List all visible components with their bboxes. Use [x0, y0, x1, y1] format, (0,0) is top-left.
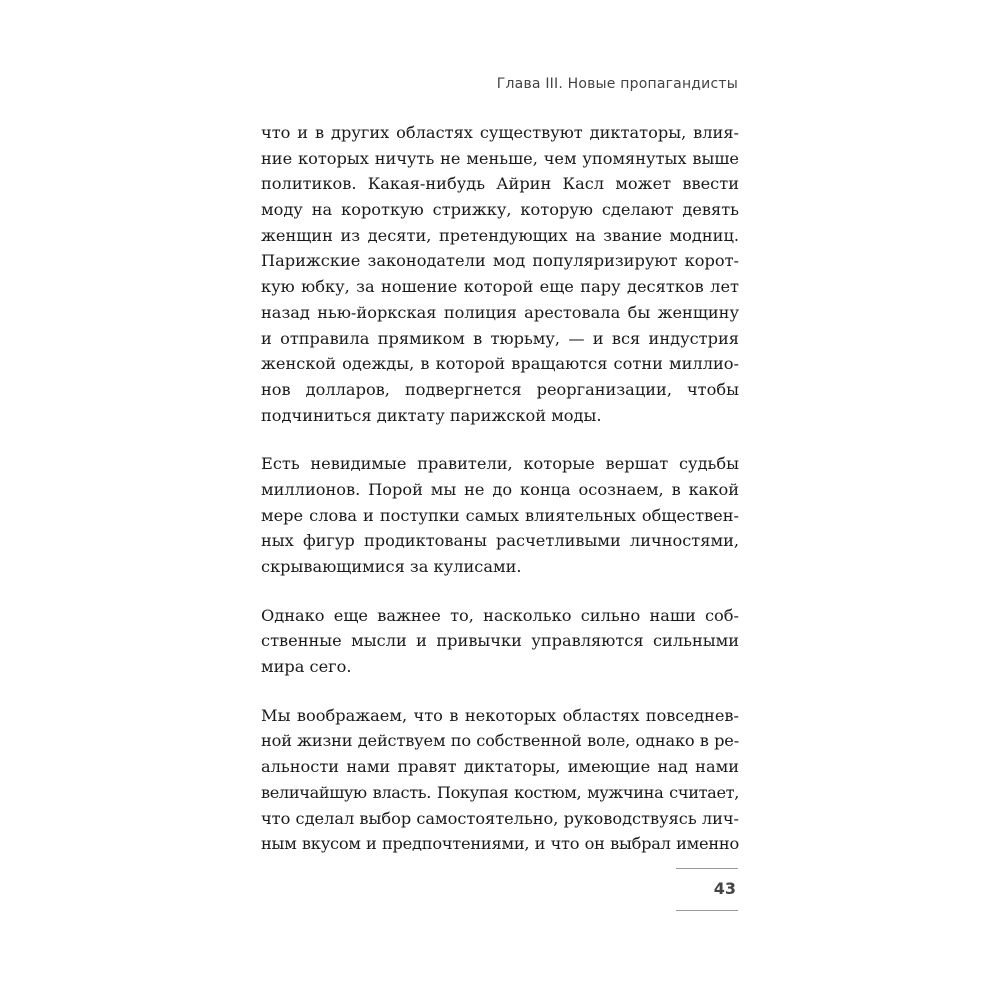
text-line: политиков. Какая-нибудь Айрин Касл может ввести	[261, 174, 739, 194]
text-line: и отправила прямиком в тюрьму, — и вся индустрия	[261, 328, 739, 348]
text-line: мира сего.	[261, 657, 352, 677]
text-line: кую юбку, за ношение которой еще пару десятков лет	[261, 277, 739, 297]
text-line: ственные мысли и привычки управляются сильными	[261, 631, 739, 651]
paragraph	[261, 120, 739, 428]
body-text	[261, 120, 739, 880]
text-line: Парижские законодатели мод популяризируют корот-	[261, 251, 739, 271]
text-line: Мы воображаем, что в некоторых областях повседнев-	[261, 705, 739, 725]
text-line: величайшую власть. Покупая костюм, мужчина считает,	[261, 782, 739, 802]
paragraph	[261, 703, 739, 857]
text-line: женщин из десяти, претендующих на звание модниц.	[261, 225, 739, 245]
text-line: что и в других областях существуют диктаторы, влия-	[261, 123, 739, 142]
text-line: скрывающимися за кулисами.	[261, 557, 522, 576]
text-line: мере слова и поступки самых влиятельных обществен-	[261, 505, 739, 525]
text-line: назад нью-йоркская полиция арестовала бы женщину	[261, 302, 739, 322]
text-line: ным вкусом и предпочтениями, и что он выбрал именно	[261, 834, 739, 854]
text-line: подчиниться диктату парижской моды.	[261, 405, 602, 425]
page-number: 43	[713, 879, 736, 898]
running-head: Глава III. Новые пропагандисты	[496, 76, 738, 92]
text-line: женской одежды, в которой вращаются сотни миллио-	[261, 354, 739, 374]
paragraph	[261, 603, 739, 680]
page-number-box	[676, 868, 738, 911]
text-line: миллионов. Порой мы не до конца осознаем, в какой	[261, 479, 739, 499]
paragraph	[261, 451, 739, 579]
text-line: ных фигур продиктованы расчетливыми личностями,	[261, 531, 739, 551]
text-line: ние которых ничуть не меньше, чем упомянутых выше	[261, 148, 739, 168]
text-line: Есть невидимые правители, которые вершат судьбы	[261, 454, 739, 474]
text-line: что сделал выбор самостоятельно, руководствуясь лич-	[261, 808, 739, 828]
text-line: Однако еще важнее то, насколько сильно наши соб-	[261, 605, 739, 625]
text-line: моду на короткую стрижку, которую сделают девять	[261, 200, 739, 220]
text-line: альности нами правят диктаторы, имеющие над нами	[261, 757, 739, 777]
text-line: ной жизни действуем по собственной воле, однако в ре-	[261, 731, 739, 751]
text-line: нов долларов, подвергнется реорганизации, чтобы	[261, 379, 739, 399]
